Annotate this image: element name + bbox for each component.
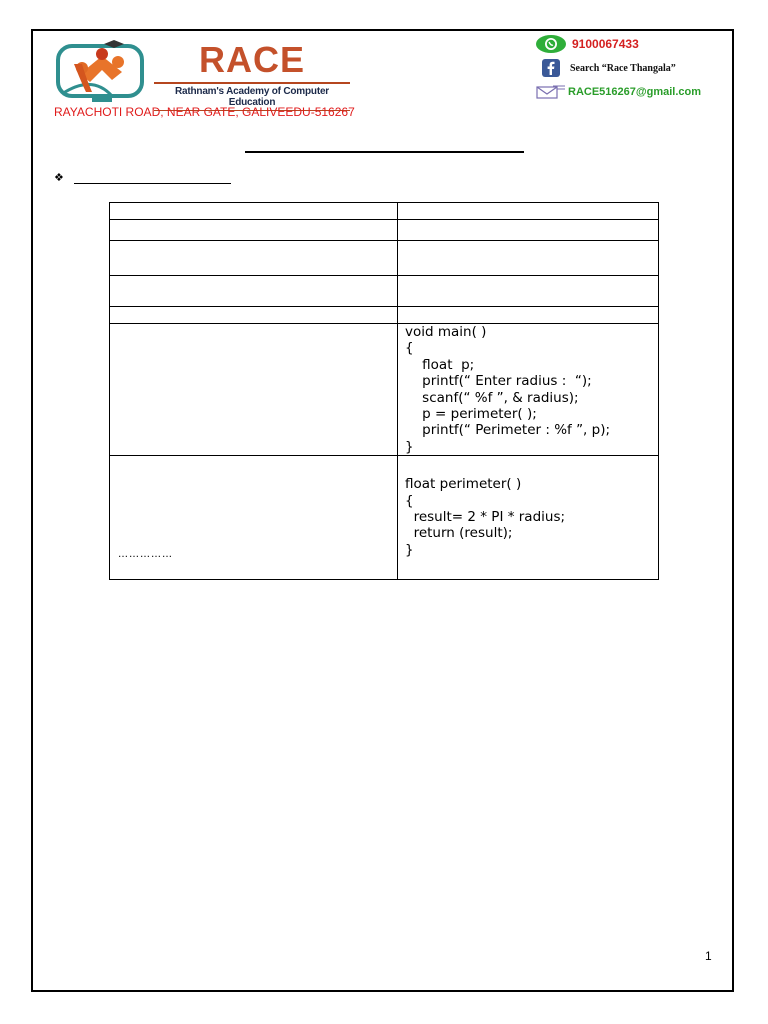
table-row [110,456,659,580]
table-cell [398,307,659,324]
facebook-icon [534,58,568,78]
table-cell [110,456,398,580]
table-cell [398,203,659,220]
code-line: } [405,438,414,455]
code-func-cell [398,456,659,580]
contact-phone-row [534,32,724,56]
code-line: { [405,492,414,509]
content-table [109,202,659,580]
mail-icon [534,82,568,102]
table-row [110,324,659,456]
email-address[interactable]: RACE516267@gmail.com [568,86,702,98]
table-cell [110,241,398,276]
table-cell [110,276,398,307]
table-row [110,276,659,307]
code-line: scanf(“ %f ”, & radius); [405,389,579,406]
table-row [110,203,659,220]
code-line: { [405,340,414,357]
brand-subtitle: Rathnam's Academy of Computer Education [174,86,329,108]
code-main-cell [398,324,659,456]
table-cell [398,276,659,307]
title-underline [245,151,524,153]
contact-block [534,32,724,104]
code-line: printf(“ Enter radius : “); [405,373,592,390]
code-line: float perimeter( ) [405,476,522,493]
table-row [110,220,659,241]
table-cell [398,241,659,276]
code-line: result= 2 * PI * radius; [405,509,566,526]
table-cell [110,307,398,324]
logo-icon [52,34,152,108]
code-line: printf(“ Perimeter : %f ”, p); [405,422,611,439]
facebook-search-text[interactable]: Search “Race Thangala” [570,62,676,74]
brand-block [154,40,350,111]
dotted-placeholder: …………… [118,548,173,560]
contact-facebook-row [534,56,724,80]
code-line: float p; [405,356,475,373]
code-line: p = perimeter( ); [405,406,537,423]
table-cell [110,203,398,220]
code-line: return (result); [405,525,513,542]
address: RAYACHOTI ROAD, NEAR GATE, GALIVEEDU-516267 [54,105,355,119]
table-row [110,307,659,324]
brand-divider [154,82,350,84]
phone-number[interactable]: 9100067433 [572,37,639,51]
table-row [110,241,659,276]
whatsapp-icon [534,34,568,54]
code-line: void main( ) [405,324,487,340]
bullet-icon: ❖ [54,171,64,184]
contact-email-row [534,80,724,104]
table-cell [110,220,398,241]
page-number: 1 [705,949,712,963]
table-cell [398,220,659,241]
brand-name: RACE [198,39,305,80]
code-line: } [405,541,414,558]
table-cell [110,324,398,456]
bullet-underline [74,183,231,184]
